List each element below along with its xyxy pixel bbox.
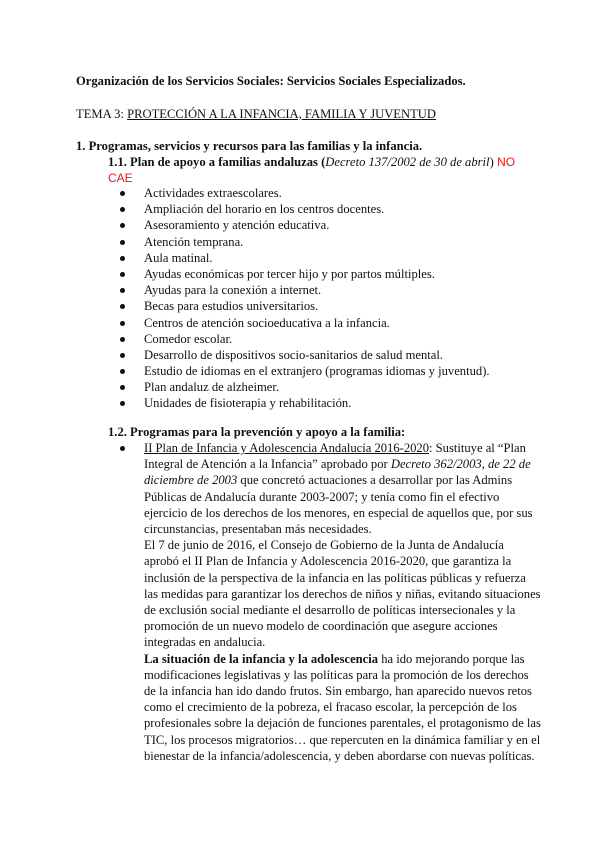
list-item: Centros de atención socioeducativa a la infancia. (108, 315, 490, 331)
tema-heading (76, 106, 436, 122)
plan-infancia-link[interactable]: II Plan de Infancia y Adolescencia Andalucía 2016-2020 (144, 441, 430, 455)
note-no: NO (493, 155, 516, 169)
list-item: Actividades extraescolares. (108, 185, 490, 201)
plan-infancia-paragraphs: II Plan de Infancia y Adolescencia Andalucía 2016-2020: Sustituye al “Plan Integral de Atención a la Infancia” aprobado por Decreto 362/2003, de 22 de diciembre de 2003 que concretó actuaciones a desarrollar por las Admins Públicas de Andalucía durante 2003-2007; y tenía como fin el efectivo ejercicio de los derechos de los menores, en especial de aquellos que, por sus circunstancias, presentaban más necesidades. El 7 de junio de 2016, el Consejo de Gobierno de la Junta de Andalucía aprobó el II Plan de Infancia y Adolescencia 2016-2020, que garantiza la inclusión de la perspectiva de la infancia en las políticas públicas y refuerza las medidas para garantizar los derechos de niños y niñas, evitando situaciones de exclusión social mediante el desarrollo de políticas intersecionales y la promoción de un nuevo modelo de coordinación que asegure acciones integradas en andalucia. La situación de la infancia y la adolescencia ha ido mejorando porque las modificaciones legislativas y las políticas para la promoción de los derechos de la infancia han ido dando frutos. Sin embargo, han aparecido nuevos retos como el crecimiento de la pobreza, el fracaso escolar, la percepción de los profesionales sobre la dejación de funciones parentales, el protagonismo de las TIC, los procesos migratorios… que repercuten en la dinámica familiar y en el bienestar de la infancia/adolescencia, y deben abordarse con nuevas políticas. (144, 441, 541, 763)
list-item: Ayudas para la conexión a internet. (108, 282, 490, 298)
list-item: Ayudas económicas por tercer hijo y por partos múltiples. (108, 266, 490, 282)
paragraph-line: bienestar de la infancia/adolescencia, y deben abordarse con nuevas políticas. (144, 748, 535, 763)
decree-137-2002: Decreto 137/2002 de 30 de abril (325, 155, 490, 169)
list-item: Unidades de fisioterapia y rehabilitación. (108, 395, 490, 411)
subsection-1-1-title (108, 154, 515, 170)
list-item: Comedor escolar. (108, 331, 490, 347)
note-cae: CAE (108, 171, 133, 185)
list-item: Plan andaluz de alzheimer. (108, 379, 490, 395)
tema-prefix: TEMA 3: (76, 107, 128, 121)
list-item: Atención temprana. (108, 234, 490, 250)
list-item: Asesoramiento y atención educativa. (108, 217, 490, 233)
org-title: Organización de los Servicios Sociales: Servicios Sociales Especializados. (76, 74, 466, 88)
paragraph-line: profesionales sobre la dejación de funciones parentales, el protagonismo de las (144, 716, 541, 731)
subsection-1-1-label: 1.1. Plan de apoyo a familias andaluzas ( (108, 155, 326, 169)
section-1-title: 1. Programas, servicios y recursos para las familias y la infancia. (76, 139, 423, 153)
paragraph-line: modificaciones legislativas y las políticas para la promoción de los derechos (144, 667, 529, 682)
paragraph-line: promoción de un nuevo modelo de coordinación que asegure acciones (144, 619, 498, 634)
list-item: Desarrollo de dispositivos socio-sanitarios de salud mental. (108, 347, 490, 363)
list-item: Ampliación del horario en los centros docentes. (108, 201, 490, 217)
paragraph-line: de la infancia han ido dando frutos. Sin embargo, han aparecido nuevos retos (144, 684, 532, 699)
list-item: Estudio de idiomas en el extranjero (programas idiomas y juventud). (108, 363, 490, 379)
paren-close: ) (489, 155, 494, 169)
paragraph-line: de exclusión social mediante el desarrollo de políticas intersecionales y la (144, 603, 516, 618)
plan-apoyo-list (108, 185, 490, 412)
list-item: Becas para estudios universitarios. (108, 298, 490, 314)
situacion-heading: La situación de la infancia y la adolescencia (144, 651, 379, 666)
decree-362-2003: Decreto 362/2003, de 22 de (390, 457, 531, 472)
tema-title: PROTECCIÓN A LA INFANCIA, FAMILIA Y JUVENTUD (127, 107, 436, 121)
paragraph-line: integradas en andalucia. (144, 635, 266, 650)
subsection-1-2-title: 1.2. Programas para la prevención y apoyo a la familia: (108, 425, 406, 439)
paragraph-line: las medidas para garantizar los derechos de niños y niñas, evitando situaciones (144, 586, 541, 601)
paragraph-line: como el crecimiento de la pobreza, el fracaso escolar, la percepción de los (144, 700, 517, 715)
bullet-icon (120, 446, 125, 451)
paragraph-line: El 7 de junio de 2016, el Consejo de Gobierno de la Junta de Andalucía (144, 538, 504, 553)
paragraph-line: aprobó el II Plan de Infancia y Adolescencia 2016-2020, que garantiza la (144, 554, 512, 569)
list-item: Aula matinal. (108, 250, 490, 266)
paragraph-line: inclusión de la perspectiva de la infancia en las políticas públicas y refuerza (144, 570, 526, 585)
paragraph-line: TIC, los procesos migratorios… que repercuten en la dinámica familiar y en el (144, 732, 541, 747)
